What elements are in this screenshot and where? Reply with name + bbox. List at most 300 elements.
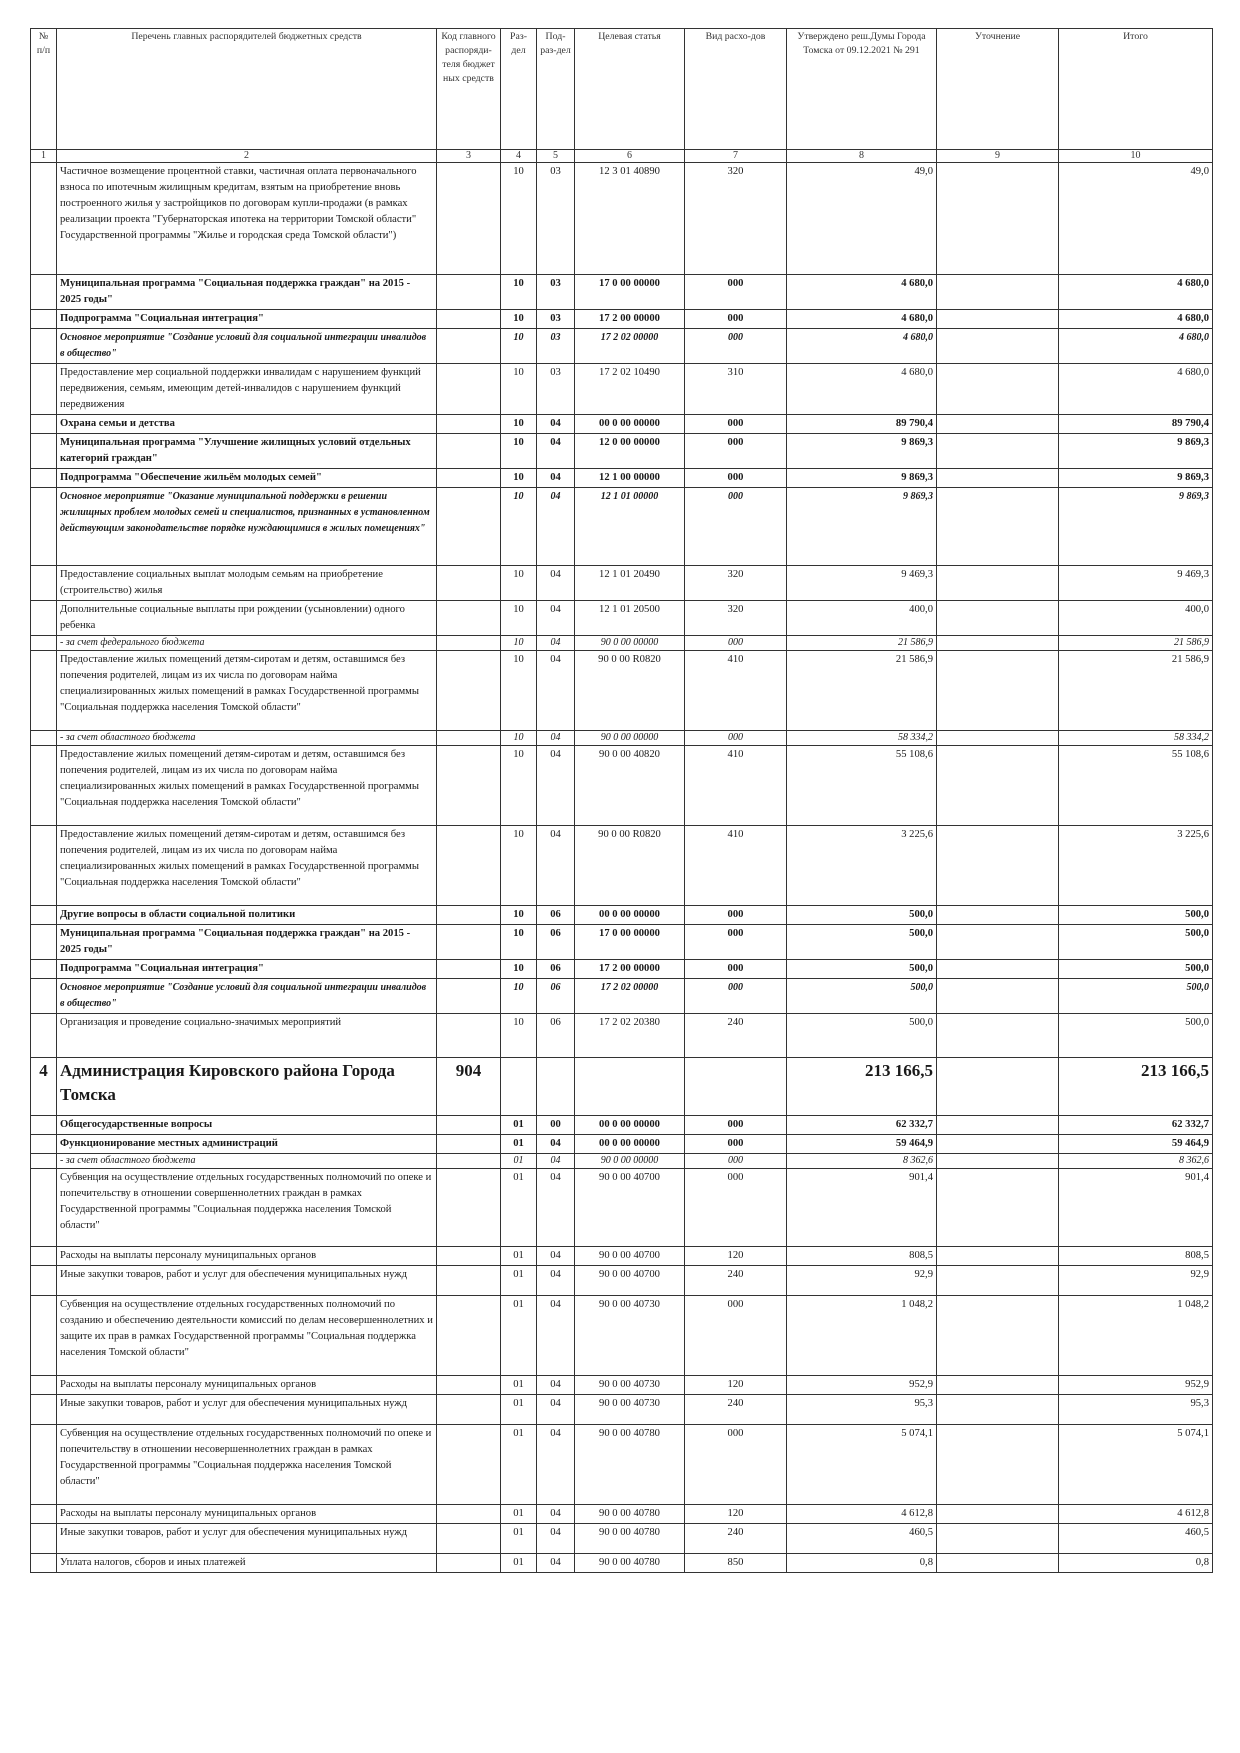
- row-number: [31, 1505, 57, 1524]
- row-target: 17 2 02 00000: [575, 329, 685, 364]
- table-row: [31, 1524, 1213, 1554]
- row-total: 21 586,9: [1059, 636, 1213, 651]
- table-row: [31, 1014, 1213, 1058]
- row-approved: 4 680,0: [787, 310, 937, 329]
- table-row: [31, 364, 1213, 415]
- row-clarification: [937, 960, 1059, 979]
- row-target: 90 0 00 40730: [575, 1376, 685, 1395]
- row-name: Предоставление мер социальной поддержки инвалидам с нарушением функций передвижения, семьям, имеющим детей-инвалидов с нарушением функций передвижения: [57, 364, 437, 415]
- row-code: [437, 415, 501, 434]
- column-number: 6: [575, 150, 685, 163]
- row-target: 12 1 01 20500: [575, 601, 685, 636]
- table-row: [31, 275, 1213, 310]
- row-vid: 320: [685, 601, 787, 636]
- row-code: [437, 329, 501, 364]
- row-razdel: 10: [501, 163, 537, 275]
- table-row: [31, 731, 1213, 746]
- row-target: 90 0 00 40700: [575, 1169, 685, 1247]
- row-vid: 310: [685, 364, 787, 415]
- row-clarification: [937, 826, 1059, 906]
- row-clarification: [937, 925, 1059, 960]
- row-total: 0,8: [1059, 1554, 1213, 1573]
- row-number: [31, 310, 57, 329]
- row-podrazdel: 06: [537, 906, 575, 925]
- row-name: Подпрограмма "Социальная интеграция": [57, 310, 437, 329]
- row-approved: 21 586,9: [787, 636, 937, 651]
- row-code: [437, 1266, 501, 1296]
- row-razdel: 01: [501, 1154, 537, 1169]
- row-podrazdel: 04: [537, 488, 575, 566]
- row-target: 90 0 00 00000: [575, 1154, 685, 1169]
- row-code: [437, 1376, 501, 1395]
- row-clarification: [937, 1376, 1059, 1395]
- row-vid: 240: [685, 1266, 787, 1296]
- row-number: [31, 275, 57, 310]
- row-code: [437, 1395, 501, 1425]
- row-podrazdel: 03: [537, 329, 575, 364]
- row-vid: 000: [685, 275, 787, 310]
- row-name: Другие вопросы в области социальной политики: [57, 906, 437, 925]
- row-target: 90 0 00 40700: [575, 1266, 685, 1296]
- row-target: 90 0 00 00000: [575, 636, 685, 651]
- column-number: 5: [537, 150, 575, 163]
- row-target: 90 0 00 40730: [575, 1395, 685, 1425]
- column-number: 8: [787, 150, 937, 163]
- row-name: Уплата налогов, сборов и иных платежей: [57, 1554, 437, 1573]
- row-razdel: 10: [501, 651, 537, 731]
- row-name: Иные закупки товаров, работ и услуг для обеспечения муниципальных нужд: [57, 1395, 437, 1425]
- row-target: 00 0 00 00000: [575, 906, 685, 925]
- row-approved: 21 586,9: [787, 651, 937, 731]
- row-code: [437, 1247, 501, 1266]
- row-name: Охрана семьи и детства: [57, 415, 437, 434]
- table-row: [31, 601, 1213, 636]
- header-code: Код главного распоряди-теля бюджет ных средств: [437, 29, 501, 150]
- row-podrazdel: 06: [537, 960, 575, 979]
- row-razdel: 01: [501, 1554, 537, 1573]
- row-razdel: 01: [501, 1505, 537, 1524]
- header-razdel: Раз-дел: [501, 29, 537, 150]
- row-code: [437, 960, 501, 979]
- row-podrazdel: 04: [537, 566, 575, 601]
- row-total: 4 680,0: [1059, 275, 1213, 310]
- row-number: [31, 329, 57, 364]
- row-code: [437, 979, 501, 1014]
- row-total: 55 108,6: [1059, 746, 1213, 826]
- row-approved: 3 225,6: [787, 826, 937, 906]
- row-name: Субвенция на осуществление отдельных государственных полномочий по созданию и обеспечению деятельности комиссий по делам несовершеннолетних и защите их прав в рамках Государственной программы "Социальная поддержка населения Томской области": [57, 1296, 437, 1376]
- row-total: 500,0: [1059, 960, 1213, 979]
- row-number: [31, 1247, 57, 1266]
- row-razdel: 01: [501, 1169, 537, 1247]
- row-target: 17 2 02 00000: [575, 979, 685, 1014]
- row-target: 17 2 00 00000: [575, 960, 685, 979]
- row-razdel: 10: [501, 731, 537, 746]
- row-podrazdel: 04: [537, 434, 575, 469]
- row-total: 9 469,3: [1059, 566, 1213, 601]
- row-razdel: 10: [501, 469, 537, 488]
- row-number: 4: [31, 1058, 57, 1116]
- row-target: 90 0 00 40730: [575, 1296, 685, 1376]
- column-numbers-row: [31, 150, 1213, 163]
- row-name: Предоставление социальных выплат молодым семьям на приобретение (строительство) жилья: [57, 566, 437, 601]
- row-vid: 850: [685, 1554, 787, 1573]
- row-podrazdel: 04: [537, 636, 575, 651]
- row-total: 500,0: [1059, 925, 1213, 960]
- row-target: 90 0 00 40700: [575, 1247, 685, 1266]
- row-target: 90 0 00 R0820: [575, 826, 685, 906]
- row-razdel: 10: [501, 925, 537, 960]
- row-clarification: [937, 601, 1059, 636]
- row-total: 59 464,9: [1059, 1135, 1213, 1154]
- table-row: [31, 1425, 1213, 1505]
- row-vid: 000: [685, 1296, 787, 1376]
- row-podrazdel: 04: [537, 601, 575, 636]
- row-podrazdel: 04: [537, 1154, 575, 1169]
- row-number: [31, 651, 57, 731]
- table-row: [31, 469, 1213, 488]
- row-number: [31, 163, 57, 275]
- row-total: 95,3: [1059, 1395, 1213, 1425]
- row-total: 500,0: [1059, 1014, 1213, 1058]
- row-total: 89 790,4: [1059, 415, 1213, 434]
- row-approved: 4 680,0: [787, 275, 937, 310]
- row-vid: [685, 1058, 787, 1116]
- table-row: [31, 1296, 1213, 1376]
- row-code: [437, 925, 501, 960]
- row-target: 17 0 00 00000: [575, 275, 685, 310]
- table-row: [31, 1116, 1213, 1135]
- row-razdel: 10: [501, 960, 537, 979]
- column-number: 3: [437, 150, 501, 163]
- row-vid: 000: [685, 1154, 787, 1169]
- row-target: 00 0 00 00000: [575, 1135, 685, 1154]
- table-row: [31, 1058, 1213, 1116]
- row-number: [31, 636, 57, 651]
- header-name: Перечень главных распорядителей бюджетных средств: [57, 29, 437, 150]
- row-code: [437, 1425, 501, 1505]
- row-total: 62 332,7: [1059, 1116, 1213, 1135]
- row-name: Подпрограмма "Социальная интеграция": [57, 960, 437, 979]
- row-clarification: [937, 310, 1059, 329]
- row-podrazdel: 04: [537, 1266, 575, 1296]
- row-code: [437, 651, 501, 731]
- row-target: 17 2 02 10490: [575, 364, 685, 415]
- header-approved: Утверждено реш.Думы Города Томска от 09.12.2021 № 291: [787, 29, 937, 150]
- column-number: 9: [937, 150, 1059, 163]
- row-razdel: 10: [501, 310, 537, 329]
- row-approved: 4 612,8: [787, 1505, 937, 1524]
- row-number: [31, 1376, 57, 1395]
- row-approved: 4 680,0: [787, 329, 937, 364]
- row-razdel: 10: [501, 434, 537, 469]
- row-number: [31, 826, 57, 906]
- row-razdel: 10: [501, 566, 537, 601]
- row-number: [31, 1014, 57, 1058]
- row-razdel: 01: [501, 1425, 537, 1505]
- row-target: 90 0 00 00000: [575, 731, 685, 746]
- row-target: 12 1 01 00000: [575, 488, 685, 566]
- row-name: Основное мероприятие "Создание условий для социальной интеграции инвалидов в общество": [57, 979, 437, 1014]
- row-total: 400,0: [1059, 601, 1213, 636]
- row-code: [437, 310, 501, 329]
- table-row: [31, 636, 1213, 651]
- row-approved: 58 334,2: [787, 731, 937, 746]
- row-approved: 500,0: [787, 979, 937, 1014]
- row-vid: 120: [685, 1376, 787, 1395]
- table-row: [31, 906, 1213, 925]
- row-clarification: [937, 1395, 1059, 1425]
- row-total: 901,4: [1059, 1169, 1213, 1247]
- row-code: [437, 364, 501, 415]
- header-total: Итого: [1059, 29, 1213, 150]
- row-approved: 400,0: [787, 601, 937, 636]
- row-code: [437, 1554, 501, 1573]
- row-razdel: 10: [501, 364, 537, 415]
- row-total: 9 869,3: [1059, 434, 1213, 469]
- row-approved: 460,5: [787, 1524, 937, 1554]
- row-name: Дополнительные социальные выплаты при рождении (усыновлении) одного ребенка: [57, 601, 437, 636]
- row-name: Субвенция на осуществление отдельных государственных полномочий по опеке и попечительству в отношении совершеннолетних граждан в рамках Государственной программы "Социальная поддержка населения Томской области": [57, 1169, 437, 1247]
- table-row: [31, 1376, 1213, 1395]
- row-code: [437, 566, 501, 601]
- row-clarification: [937, 1116, 1059, 1135]
- table-row: [31, 1247, 1213, 1266]
- row-code: [437, 826, 501, 906]
- row-name: Иные закупки товаров, работ и услуг для обеспечения муниципальных нужд: [57, 1266, 437, 1296]
- row-razdel: [501, 1058, 537, 1116]
- row-total: 500,0: [1059, 906, 1213, 925]
- row-clarification: [937, 434, 1059, 469]
- row-vid: 000: [685, 329, 787, 364]
- row-approved: 500,0: [787, 1014, 937, 1058]
- row-number: [31, 1395, 57, 1425]
- row-podrazdel: 03: [537, 364, 575, 415]
- row-vid: 000: [685, 1425, 787, 1505]
- row-vid: 000: [685, 488, 787, 566]
- row-code: [437, 1014, 501, 1058]
- row-code: [437, 1505, 501, 1524]
- row-approved: 808,5: [787, 1247, 937, 1266]
- row-total: 5 074,1: [1059, 1425, 1213, 1505]
- row-code: [437, 906, 501, 925]
- row-target: 17 0 00 00000: [575, 925, 685, 960]
- row-code: [437, 488, 501, 566]
- row-approved: 9 869,3: [787, 488, 937, 566]
- row-number: [31, 566, 57, 601]
- row-approved: 9 869,3: [787, 469, 937, 488]
- row-podrazdel: 04: [537, 1395, 575, 1425]
- row-podrazdel: 04: [537, 1169, 575, 1247]
- row-number: [31, 1135, 57, 1154]
- row-podrazdel: 00: [537, 1116, 575, 1135]
- row-name: Расходы на выплаты персоналу муниципальных органов: [57, 1505, 437, 1524]
- row-code: [437, 1135, 501, 1154]
- row-total: 8 362,6: [1059, 1154, 1213, 1169]
- table-row: [31, 1154, 1213, 1169]
- row-clarification: [937, 1524, 1059, 1554]
- row-total: 4 680,0: [1059, 364, 1213, 415]
- row-total: 4 680,0: [1059, 329, 1213, 364]
- row-code: [437, 163, 501, 275]
- column-number: 4: [501, 150, 537, 163]
- row-total: 500,0: [1059, 979, 1213, 1014]
- row-number: [31, 925, 57, 960]
- row-vid: 000: [685, 731, 787, 746]
- row-podrazdel: 03: [537, 163, 575, 275]
- row-vid: 000: [685, 469, 787, 488]
- table-row: [31, 310, 1213, 329]
- row-podrazdel: 06: [537, 979, 575, 1014]
- row-podrazdel: 04: [537, 415, 575, 434]
- row-razdel: 01: [501, 1524, 537, 1554]
- budget-page: [30, 28, 1212, 1573]
- row-approved: 500,0: [787, 960, 937, 979]
- row-podrazdel: [537, 1058, 575, 1116]
- table-row: [31, 1135, 1213, 1154]
- column-number: 2: [57, 150, 437, 163]
- row-name: Основное мероприятие "Создание условий для социальной интеграции инвалидов в общество": [57, 329, 437, 364]
- table-header: [31, 29, 1213, 150]
- row-vid: 240: [685, 1524, 787, 1554]
- row-vid: 320: [685, 566, 787, 601]
- row-number: [31, 469, 57, 488]
- row-name: Основное мероприятие "Оказание муниципальной поддержки в решении жилищных проблем молодых семей и специалистов, признанных в установленном действующим законодательстве порядке нуждающимися в жилых помещениях": [57, 488, 437, 566]
- column-number: 7: [685, 150, 787, 163]
- row-name: - за счет областного бюджета: [57, 1154, 437, 1169]
- row-vid: 410: [685, 651, 787, 731]
- row-razdel: 01: [501, 1266, 537, 1296]
- row-total: 9 869,3: [1059, 469, 1213, 488]
- row-approved: 9 469,3: [787, 566, 937, 601]
- row-name: Муниципальная программа "Улучшение жилищных условий отдельных категорий граждан": [57, 434, 437, 469]
- row-total: 952,9: [1059, 1376, 1213, 1395]
- row-clarification: [937, 1014, 1059, 1058]
- row-vid: 410: [685, 746, 787, 826]
- row-razdel: 10: [501, 275, 537, 310]
- row-razdel: 10: [501, 1014, 537, 1058]
- row-razdel: 01: [501, 1395, 537, 1425]
- row-clarification: [937, 1266, 1059, 1296]
- row-vid: 000: [685, 434, 787, 469]
- row-name: Муниципальная программа "Социальная поддержка граждан" на 2015 - 2025 годы": [57, 275, 437, 310]
- row-clarification: [937, 636, 1059, 651]
- row-name: Муниципальная программа "Социальная поддержка граждан" на 2015 - 2025 годы": [57, 925, 437, 960]
- row-name: Предоставление жилых помещений детям-сиротам и детям, оставшимся без попечения родителей, лицам из их числа по договорам найма специализированных жилых помещений в рамках Государственной программы "Социальная поддержка населения Томской области": [57, 746, 437, 826]
- row-total: 58 334,2: [1059, 731, 1213, 746]
- header-target: Целевая статья: [575, 29, 685, 150]
- row-clarification: [937, 163, 1059, 275]
- row-number: [31, 1154, 57, 1169]
- row-vid: 000: [685, 906, 787, 925]
- row-podrazdel: 04: [537, 469, 575, 488]
- row-razdel: 10: [501, 979, 537, 1014]
- row-code: [437, 731, 501, 746]
- row-target: 12 3 01 40890: [575, 163, 685, 275]
- row-number: [31, 1524, 57, 1554]
- row-vid: 240: [685, 1395, 787, 1425]
- row-number: [31, 731, 57, 746]
- row-approved: 9 869,3: [787, 434, 937, 469]
- row-clarification: [937, 1425, 1059, 1505]
- row-code: 904: [437, 1058, 501, 1116]
- row-clarification: [937, 469, 1059, 488]
- table-row: [31, 415, 1213, 434]
- row-target: [575, 1058, 685, 1116]
- row-name: Расходы на выплаты персоналу муниципальных органов: [57, 1376, 437, 1395]
- row-total: 49,0: [1059, 163, 1213, 275]
- row-podrazdel: 04: [537, 1296, 575, 1376]
- row-target: 12 1 00 00000: [575, 469, 685, 488]
- row-approved: 92,9: [787, 1266, 937, 1296]
- row-razdel: 01: [501, 1376, 537, 1395]
- row-total: 3 225,6: [1059, 826, 1213, 906]
- table-row: [31, 826, 1213, 906]
- row-total: 460,5: [1059, 1524, 1213, 1554]
- row-razdel: 10: [501, 601, 537, 636]
- row-number: [31, 979, 57, 1014]
- row-clarification: [937, 746, 1059, 826]
- row-vid: 320: [685, 163, 787, 275]
- row-code: [437, 469, 501, 488]
- row-podrazdel: 04: [537, 1505, 575, 1524]
- row-target: 90 0 00 40780: [575, 1524, 685, 1554]
- row-approved: 213 166,5: [787, 1058, 937, 1116]
- row-number: [31, 960, 57, 979]
- row-name: Предоставление жилых помещений детям-сиротам и детям, оставшимся без попечения родителей, лицам из их числа по договорам найма специализированных жилых помещений в рамках Государственной программы "Социальная поддержка населения Томской области": [57, 651, 437, 731]
- row-podrazdel: 04: [537, 1376, 575, 1395]
- row-podrazdel: 06: [537, 1014, 575, 1058]
- row-name: Общегосударственные вопросы: [57, 1116, 437, 1135]
- row-vid: 120: [685, 1505, 787, 1524]
- row-target: 90 0 00 40820: [575, 746, 685, 826]
- row-approved: 62 332,7: [787, 1116, 937, 1135]
- row-podrazdel: 04: [537, 1554, 575, 1573]
- row-clarification: [937, 329, 1059, 364]
- row-approved: 0,8: [787, 1554, 937, 1573]
- table-row: [31, 566, 1213, 601]
- row-clarification: [937, 488, 1059, 566]
- table-row: [31, 1505, 1213, 1524]
- row-clarification: [937, 1296, 1059, 1376]
- row-razdel: 01: [501, 1135, 537, 1154]
- row-target: 90 0 00 40780: [575, 1505, 685, 1524]
- row-total: 808,5: [1059, 1247, 1213, 1266]
- row-approved: 95,3: [787, 1395, 937, 1425]
- table-row: [31, 329, 1213, 364]
- row-vid: 000: [685, 310, 787, 329]
- row-total: 213 166,5: [1059, 1058, 1213, 1116]
- table-row: [31, 960, 1213, 979]
- row-podrazdel: 03: [537, 275, 575, 310]
- row-clarification: [937, 1169, 1059, 1247]
- row-vid: 000: [685, 925, 787, 960]
- table-row: [31, 746, 1213, 826]
- row-razdel: 01: [501, 1116, 537, 1135]
- table-row: [31, 488, 1213, 566]
- row-target: 12 0 00 00000: [575, 434, 685, 469]
- row-podrazdel: 04: [537, 1135, 575, 1154]
- header-clarification: Уточнение: [937, 29, 1059, 150]
- row-approved: 55 108,6: [787, 746, 937, 826]
- row-name: Иные закупки товаров, работ и услуг для обеспечения муниципальных нужд: [57, 1524, 437, 1554]
- row-vid: 000: [685, 979, 787, 1014]
- row-approved: 500,0: [787, 906, 937, 925]
- row-razdel: 10: [501, 826, 537, 906]
- row-number: [31, 415, 57, 434]
- row-vid: 000: [685, 415, 787, 434]
- row-razdel: 10: [501, 636, 537, 651]
